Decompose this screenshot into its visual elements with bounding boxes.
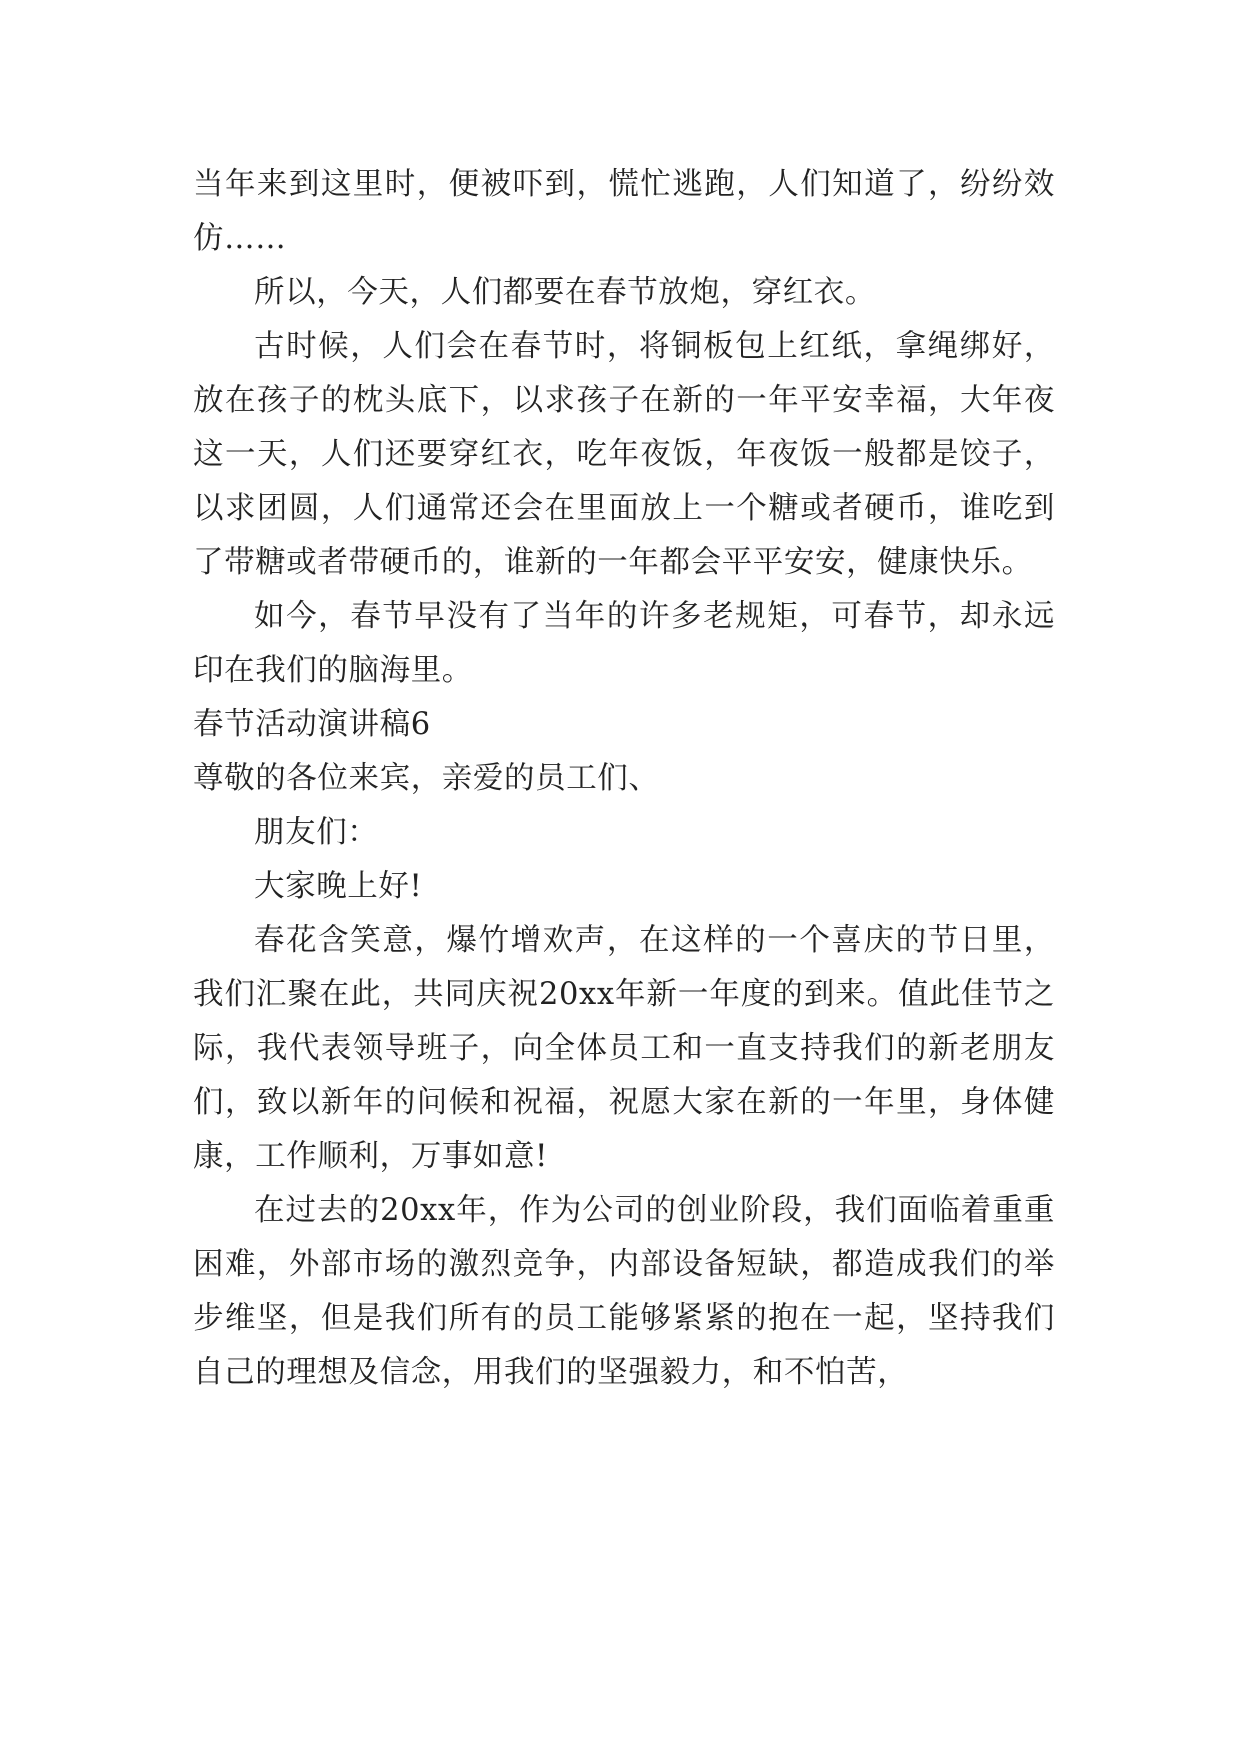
salutation: 尊敬的各位来宾，亲爱的员工们、 <box>193 761 660 796</box>
paragraph-4: 如今，春节早没有了当年的许多老规矩，可春节，却永远印在我们的脑海里。 <box>193 599 1055 688</box>
paragraph-9: 春花含笑意，爆竹增欢声，在这样的一个喜庆的节日里，我们汇聚在此，共同庆祝20xx年新一年度的到来。值此佳节之际，我代表领导班子，向全体员工和一直支持我们的新老朋友们，致以新年的问候和祝福，祝愿大家在新的一年里，身体健康，工作顺利，万事如意! <box>193 923 1055 1174</box>
salutation-continued: 朋友们： <box>254 815 379 850</box>
paragraph-10: 在过去的20xx年，作为公司的创业阶段，我们面临着重重困难，外部市场的激烈竞争，内部设备短缺，都造成我们的举步维坚，但是我们所有的员工能够紧紧的抱在一起，坚持我们自己的理想及信念，用我们的坚强毅力，和不怕苦， <box>193 1193 1055 1390</box>
paragraph-3: 古时候，人们会在春节时，将铜板包上红纸，拿绳绑好，放在孩子的枕头底下，以求孩子在新的一年平安幸福，大年夜这一天，人们还要穿红衣，吃年夜饭，年夜饭一般都是饺子，以求团圆，人们通常还会在里面放上一个糖或者硬币，谁吃到了带糖或者带硬币的，谁新的一年都会平平安安，健康快乐。 <box>193 329 1055 580</box>
greeting: 大家晚上好! <box>254 869 423 904</box>
section-heading: 春节活动演讲稿6 <box>193 707 431 742</box>
paragraph-1: 当年来到这里时，便被吓到，慌忙逃跑，人们知道了，纷纷效仿…… <box>193 167 1055 256</box>
document-page <box>193 158 1055 1400</box>
paragraph-2: 所以，今天，人们都要在春节放炮，穿红衣。 <box>254 275 876 310</box>
